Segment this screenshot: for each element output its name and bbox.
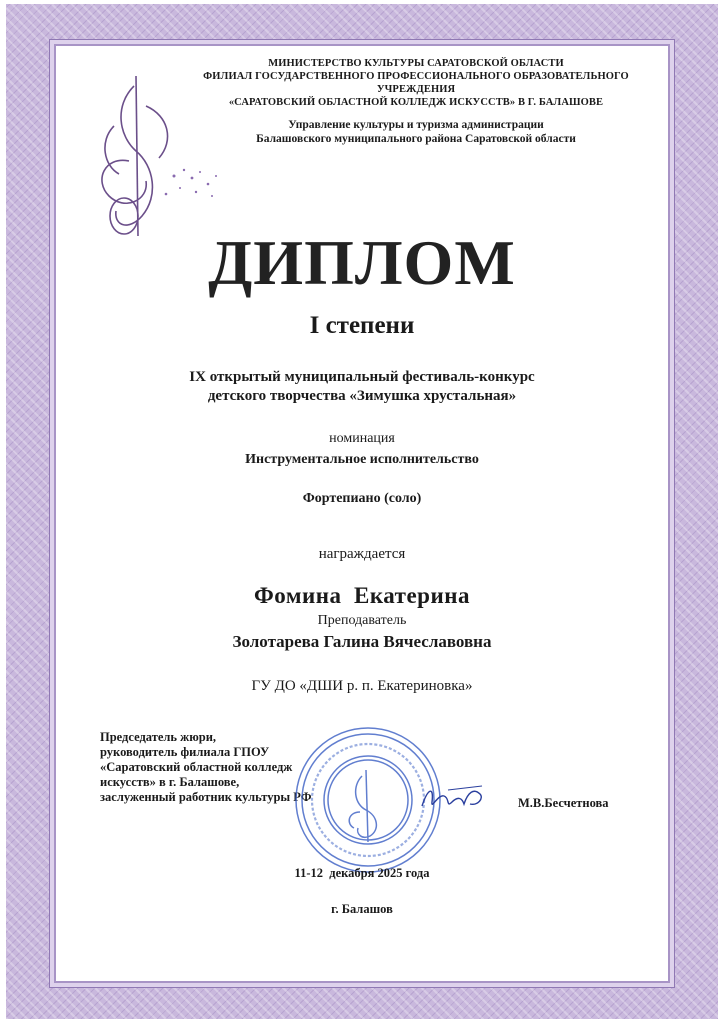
awarded-label: награждается — [318, 546, 406, 562]
diploma-title: ДИПЛОМ — [208, 227, 516, 298]
chair-line-1: Председатель жюри, — [100, 730, 217, 744]
event-city: г. Балашов — [331, 902, 393, 916]
chair-line-5: заслуженный работник культуры РФ — [100, 790, 312, 804]
festival-line-2: детского творчества «Зимушка хрустальная» — [207, 388, 517, 404]
diploma-sheet — [54, 44, 670, 983]
recipient-name: Фомина Екатерина — [254, 583, 470, 608]
nomination-value: Инструментальное исполнительство — [245, 452, 479, 467]
header-college: «САРАТОВСКИЙ ОБЛАСТНОЙ КОЛЛЕДЖ ИСКУССТВ» В Г. БАЛАШОВЕ — [228, 97, 604, 108]
instrument: Фортепиано (соло) — [302, 491, 422, 506]
event-date: 11-12 декабря 2025 года — [294, 866, 430, 880]
teacher-name: Золотарева Галина Вячеславовна — [232, 632, 492, 651]
chair-line-4: искусств» в г. Балашове, — [100, 775, 240, 789]
header-ministry: МИНИСТЕРСТВО КУЛЬТУРЫ САРАТОВСКОЙ ОБЛАСТИ — [268, 58, 564, 69]
header-district: Балашовского муниципального района Саратовской области — [256, 133, 576, 145]
header-administration — [186, 118, 646, 146]
signer-name: М.В.Бесчетнова — [518, 796, 609, 810]
nomination-label: номинация — [329, 431, 395, 446]
header-branch: ФИЛИАЛ ГОСУДАРСТВЕННОГО ПРОФЕССИОНАЛЬНОГО ОБРАЗОВАТЕЛЬНОГО УЧРЕЖДЕНИЯ — [203, 71, 629, 95]
teacher-label: Преподаватель — [317, 613, 407, 628]
header-department: Управление культуры и туризма администрации — [288, 119, 544, 131]
header-organization — [186, 57, 646, 109]
school-name: ГУ ДО «ДШИ р. п. Екатериновка» — [251, 678, 473, 694]
chair-line-3: «Саратовский областной колледж — [100, 760, 293, 774]
festival-line-1: IX открытый муниципальный фестиваль-конкурс — [189, 369, 535, 385]
chair-line-2: руководитель филиала ГПОУ — [100, 745, 270, 759]
handwritten-signature — [418, 780, 490, 816]
festival-name — [56, 368, 668, 406]
diploma-degree: I степени — [309, 312, 415, 339]
